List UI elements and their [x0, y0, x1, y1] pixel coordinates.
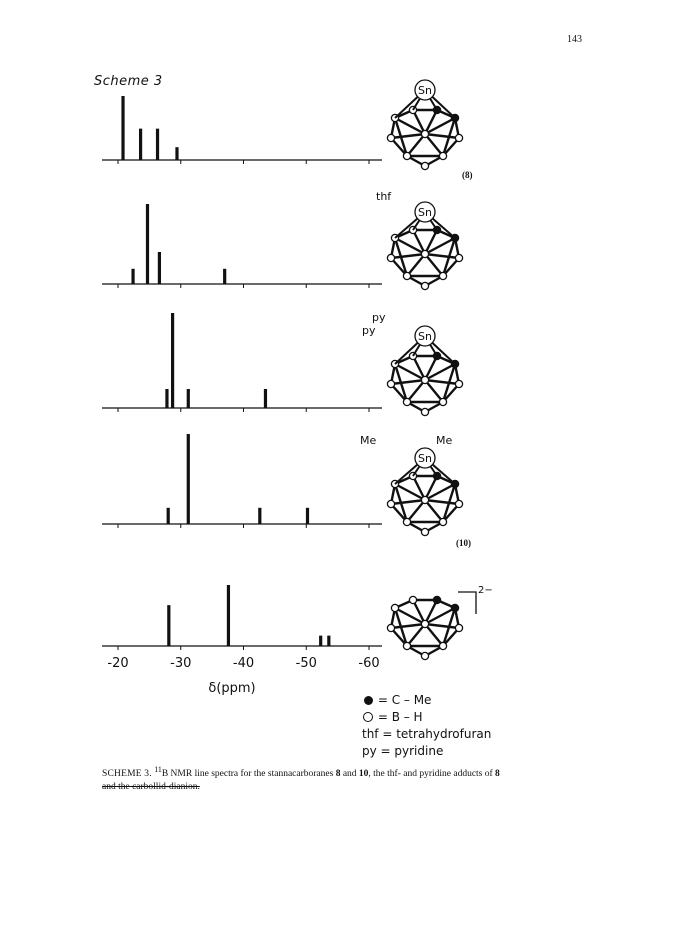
axis-tick-label: -60	[358, 656, 380, 671]
caption-text-3: , the thf- and pyridine adducts of	[368, 769, 496, 780]
legend-row-b-h	[362, 709, 491, 726]
carborane-cage	[387, 80, 462, 170]
ligand-label-me-1: Me	[360, 434, 377, 447]
legend-row-py: py = pyridine	[362, 744, 444, 758]
carborane-cage	[387, 596, 462, 659]
nmr-peak-line	[167, 508, 170, 524]
figure-caption	[102, 763, 582, 794]
nmr-peak-line	[139, 129, 142, 160]
caption-line-2: and the carbollid-dianion.	[102, 782, 200, 793]
axis-title: δ(ppm)	[208, 681, 256, 696]
nmr-peak-line	[156, 129, 159, 160]
nmr-peak-line	[306, 508, 309, 524]
nmr-peak-line	[171, 313, 174, 408]
sn-atom-label: Sn	[418, 206, 432, 219]
caption-text-1: B NMR line spectra for the stannacarboranes	[161, 769, 336, 780]
carborane-cage	[387, 448, 462, 536]
axis-tick-label: -30	[170, 656, 192, 671]
charge-bracket	[458, 592, 476, 614]
compound-label-10: (10)	[456, 538, 471, 548]
legend-row-c-me	[362, 692, 491, 709]
nmr-peak-line	[165, 389, 168, 408]
ligand-label-py-2: py	[362, 324, 376, 337]
caption-lead: SCHEME 3.	[102, 769, 152, 780]
nmr-peak-line	[131, 269, 134, 284]
nmr-peak-line	[175, 147, 178, 160]
caption-superscript: 11	[154, 765, 162, 774]
compound-label-8: (8)	[462, 170, 473, 180]
nmr-peak-line	[264, 389, 267, 408]
nmr-peak-line	[223, 269, 226, 284]
ligand-label-thf: thf	[376, 190, 392, 203]
caption-bold-1: 8	[335, 769, 341, 780]
axis-tick-label: -40	[232, 656, 255, 671]
sn-atom-label: Sn	[418, 84, 432, 97]
caption-bold-2: 10	[358, 769, 369, 780]
nmr-peak-line	[167, 605, 170, 646]
caption-bold-3: 8	[495, 769, 500, 780]
page-number: 143	[567, 34, 582, 45]
legend-text: = C – Me	[377, 693, 432, 707]
nmr-peak-line	[187, 389, 190, 408]
legend-row-thf: thf = tetrahydrofuran	[362, 727, 492, 741]
open-circle-icon	[363, 712, 373, 722]
nmr-peak-line	[121, 96, 124, 160]
nmr-peak-line	[258, 508, 261, 524]
legend	[362, 692, 491, 760]
carborane-cage	[387, 326, 462, 416]
ligand-label-py-1: py	[372, 311, 386, 324]
spectra-layer	[102, 96, 382, 650]
charge-label: 2−	[478, 585, 493, 596]
axis-tick-label: -50	[295, 656, 317, 671]
nmr-peak-line	[146, 204, 149, 284]
filled-circle-icon	[364, 696, 373, 705]
nmr-peak-line	[227, 585, 230, 646]
axis-tick-label: -20	[107, 656, 129, 671]
nmr-peak-line	[158, 252, 161, 284]
sn-atom-label: Sn	[418, 452, 432, 465]
carborane-structures	[387, 80, 476, 660]
sn-atom-label: Sn	[418, 330, 432, 343]
nmr-peak-line	[319, 636, 322, 646]
legend-text: = B – H	[377, 710, 423, 724]
nmr-peak-line	[187, 434, 190, 524]
ligand-label-me-2: Me	[436, 434, 453, 447]
carborane-cage	[387, 202, 462, 290]
scheme-title: Scheme 3	[94, 74, 163, 89]
caption-text-2: and	[340, 769, 359, 780]
nmr-peak-line	[327, 636, 330, 646]
